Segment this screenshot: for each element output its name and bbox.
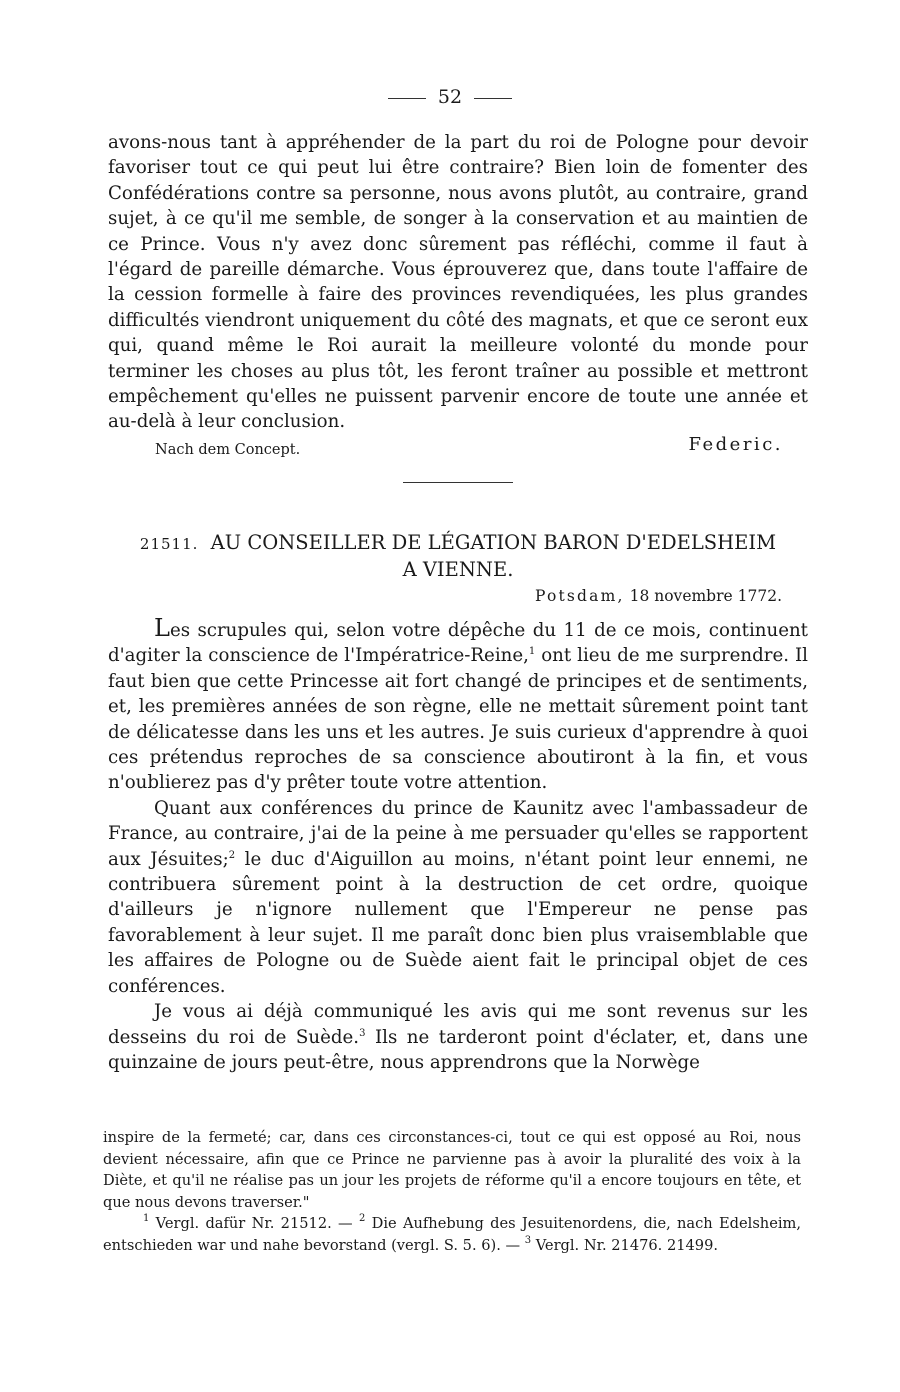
letter-body [108, 616, 808, 1075]
paragraph-text: Je vous ai déjà communiqué les avis qui me sont revenus sur les desseins du roi de Suède. [108, 1001, 808, 1048]
letter-paragraph-1 [108, 616, 808, 796]
continued-paragraph: avons-nous tant à appréhender de la part du roi de Pologne pour devoir favoriser tout ce qui peut lui être contraire? Bien loin de fomenter des Confédérations contre sa personne, nous avons plutôt, au contraire, grand sujet, à ce qu'il me semble, de songer à la conservation et au maintien de ce Prince. Vous n'y avez donc sûrement pas réfléchi, comme il faut à l'égard de pareille démarche. Vous éprouverez que, dans toute l'affaire de la cession formelle à faire des provinces revendiquées, les plus grandes difficultés viendront uniquement du côté des magnats, et que ce seront eux qui, quand même le Roi aurait la meilleure volonté du monde pour terminer les choses au plus tôt, les feront traîner au possible et mettront empêchement qu'elles ne puissent parvenir encore de toute une année et au-delà à leur conclusion. [108, 132, 808, 433]
footnote-marker-1: 1 [143, 1213, 150, 1224]
footnote-ref-3: 3 [359, 1027, 366, 1039]
dateline-place: Potsdam, [534, 587, 625, 605]
header-dash-right [474, 98, 512, 99]
footnote-list [103, 1213, 801, 1256]
signature: Federic. [688, 434, 783, 455]
letter-heading [108, 530, 808, 582]
footnote-marker-3: 3 [524, 1234, 532, 1246]
footnote-ref-2: 2 [228, 849, 236, 861]
letter-paragraph-3 [108, 999, 808, 1075]
footnote-1: Vergl. dafür Nr. 21512. — [149, 1215, 359, 1232]
letter-title-line1: AU CONSEILLER DE LÉGATION BARON D'EDELSHEIM [210, 531, 777, 554]
page-header [0, 86, 900, 108]
letter-title-line2: A VIENNE. [402, 558, 514, 581]
header-dash-left [388, 98, 426, 99]
footnote-ref-1: 1 [528, 646, 536, 658]
footnote-3: Vergl. Nr. 21476. 21499. [531, 1236, 719, 1254]
footnotes [103, 1127, 801, 1256]
source-note: Nach dem Concept. [155, 442, 301, 458]
paragraph-text: es scrupules qui, selon votre dépêche du 11 de ce mois, continuent d'agiter la conscience de l'Impératrice-Reine, [108, 620, 808, 667]
paragraph-text: le duc d'Aiguillon au moins, n'étant point leur ennemi, ne contribuera sûrement point à la destruction de cet ordre, quoique d'ailleurs je n'ignore nullement que l'Empereur ne pense pas favorablement à leur sujet. Il me paraît donc bien plus vraisemblable que les affaires de Pologne ou de Suède aient fait le principal objet de ces conférences. [108, 848, 808, 997]
dateline-date: 18 novembre 1772. [629, 587, 782, 605]
paragraph-text: Ils ne tarderont point d'éclater, et, dans une quinzaine de jours peut-être, nous apprendrons que la Norwège [108, 1026, 808, 1073]
paragraph-text: Quant aux conférences du prince de Kaunitz avec l'ambassadeur de France, au contraire, j'ai de la peine à me persuader qu'elles se rapportent aux Jésuites; [108, 797, 808, 870]
footnote-marker-2: 2 [358, 1213, 366, 1224]
page-number: 52 [437, 86, 463, 108]
footnote-2: Die Aufhebung des Jesuitenordens, die, nach Edelsheim, entschieden war und nahe bevorstand (vergl. S. 5. 6). — [103, 1215, 801, 1254]
paragraph-text: ont lieu de me surprendre. Il faut bien que cette Princesse ait fort changé de principes et de sentiments, et, les premières années de son règne, elle ne mettait sûrement point tant de délicatesse dans les uns et les autres. Je suis curieux d'apprendre à quoi ces prétendus reproches de sa conscience aboutiront à la fin, et vous n'oublierez pas d'y prêter toute votre attention. [108, 645, 808, 794]
drop-cap: L [154, 614, 170, 642]
letter-paragraph-2 [108, 796, 808, 999]
signature-row [155, 432, 783, 462]
dateline [535, 587, 782, 605]
letter-number: 21511. [139, 535, 199, 553]
footnote-continued: inspire de la fermeté; car, dans ces circonstances-ci, tout ce qui est opposé au Roi, nous devient nécessaire, afin que ce Prince ne parvienne pas à avoir la pluralité des voix à la Diète, et qu'il ne réalise pas un jour les projets de réforme qu'il a encore toujours en tête, et que nous devons traverser." [103, 1129, 801, 1211]
section-divider [403, 482, 513, 483]
